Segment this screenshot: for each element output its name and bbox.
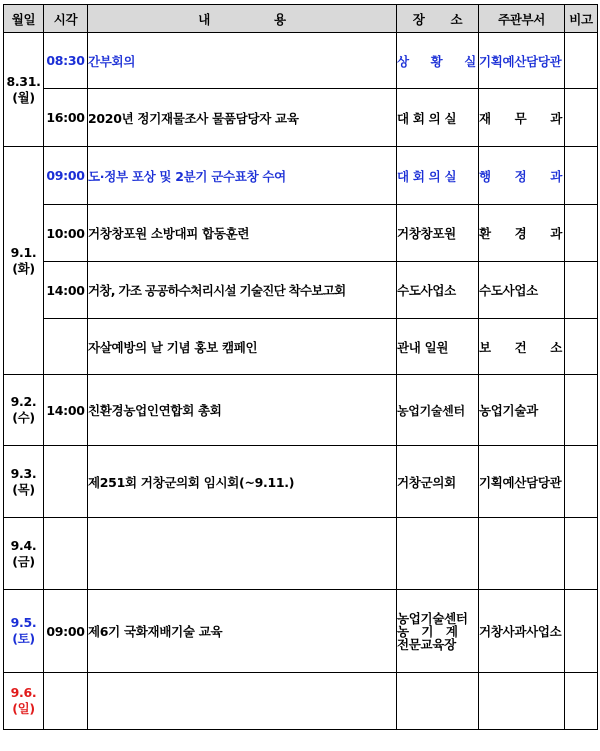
table-row [4, 89, 598, 147]
table-row [4, 673, 598, 730]
place-cell: 거창창포원 [397, 205, 479, 262]
date-cell [4, 147, 44, 375]
note-cell [565, 375, 598, 446]
date-weekday: (금) [12, 553, 35, 569]
dept-cell: 농업기술과 [479, 375, 565, 446]
dept-cell: 기획예산담당관 [479, 446, 565, 518]
place-cell: 대 회 의 실 [397, 147, 479, 205]
date-day: 9.5. [10, 615, 37, 630]
content-cell [88, 673, 397, 730]
content-cell: 거창창포원 소방대피 합동훈련 [88, 205, 397, 262]
note-cell [565, 205, 598, 262]
table-row [4, 205, 598, 262]
place-cell: 상 황 실 [397, 33, 479, 89]
dept-cell: 거창사과사업소 [479, 590, 565, 673]
date-weekday: (목) [12, 481, 35, 497]
dept-cell: 기획예산담당관 [479, 33, 565, 89]
place-cell: 대 회 의 실 [397, 89, 479, 147]
note-cell [565, 319, 598, 375]
content-cell: 도·정부 포상 및 2분기 군수표창 수여 [88, 147, 397, 205]
date-cell [4, 673, 44, 730]
table-row [4, 262, 598, 319]
note-cell [565, 673, 598, 730]
table-row [4, 590, 598, 673]
time-cell: 14:00 [44, 375, 88, 446]
content-cell: 거창, 가조 공공하수처리시설 기술진단 착수보고회 [88, 262, 397, 319]
note-cell [565, 147, 598, 205]
time-cell [44, 518, 88, 590]
table-row [4, 375, 598, 446]
place-line: 전문교육장 [397, 636, 456, 652]
time-cell [44, 446, 88, 518]
date-day: 9.2. [10, 394, 37, 409]
header-place-a: 장 [412, 11, 425, 27]
header-content-b: 용 [274, 11, 286, 27]
time-cell [44, 319, 88, 375]
table-row [4, 33, 598, 89]
note-cell [565, 33, 598, 89]
header-row [4, 5, 598, 33]
time-cell: 09:00 [44, 147, 88, 205]
content-cell: 자살예방의 날 기념 홍보 캠페인 [88, 319, 397, 375]
place-cell: 관내 일원 [397, 319, 479, 375]
content-cell: 제251회 거창군의회 임시회(~9.11.) [88, 446, 397, 518]
note-cell [565, 590, 598, 673]
date-weekday: (일) [12, 701, 35, 716]
table-row [4, 319, 598, 375]
place-cell: 거창군의회 [397, 446, 479, 518]
place-cell [397, 518, 479, 590]
time-cell: 14:00 [44, 262, 88, 319]
time-cell [44, 673, 88, 730]
dept-cell: 수도사업소 [479, 262, 565, 319]
time-cell: 16:00 [44, 89, 88, 147]
date-weekday: (수) [12, 410, 35, 425]
note-cell [565, 262, 598, 319]
table-row [4, 147, 598, 205]
dept-cell: 재 무 과 [479, 89, 565, 147]
header-dept: 주관부서 [479, 5, 565, 33]
place-line: 농 기 계 [397, 623, 462, 639]
time-cell: 09:00 [44, 590, 88, 673]
date-cell [4, 375, 44, 446]
date-day: 9.1. [10, 244, 37, 260]
table-row [4, 518, 598, 590]
header-content-a: 내 [198, 11, 210, 27]
date-cell [4, 33, 44, 147]
dept-cell: 행 정 과 [479, 147, 565, 205]
place-cell: 수도사업소 [397, 262, 479, 319]
note-cell [565, 446, 598, 518]
dept-cell: 환 경 과 [479, 205, 565, 262]
schedule-table [3, 4, 598, 730]
dept-cell: 보 건 소 [479, 319, 565, 375]
date-cell [4, 590, 44, 673]
date-day: 9.4. [10, 537, 37, 553]
content-cell: 2020년 정기재물조사 물품담당자 교육 [88, 89, 397, 147]
date-day: 9.3. [10, 465, 37, 481]
note-cell [565, 89, 598, 147]
place-cell [397, 590, 479, 673]
header-place-b: 소 [450, 11, 463, 27]
time-cell: 08:30 [44, 33, 88, 89]
date-weekday: (월) [12, 89, 35, 105]
place-line: 농업기술센터 [397, 610, 468, 626]
table-row [4, 446, 598, 518]
header-date: 월일 [4, 5, 44, 33]
content-cell [88, 518, 397, 590]
dept-cell [479, 673, 565, 730]
content-cell: 간부회의 [88, 33, 397, 89]
date-day: 9.6. [10, 685, 37, 700]
header-place [397, 5, 479, 33]
content-cell: 친환경농업인연합회 총회 [88, 375, 397, 446]
header-content [88, 5, 397, 33]
date-cell [4, 518, 44, 590]
content-cell: 제6기 국화재배기술 교육 [88, 590, 397, 673]
header-time: 시각 [44, 5, 88, 33]
header-note: 비고 [565, 5, 598, 33]
date-cell [4, 446, 44, 518]
place-cell: 농업기술센터 [397, 375, 479, 446]
date-weekday: (토) [12, 631, 35, 646]
place-cell [397, 673, 479, 730]
date-day: 8.31. [6, 73, 41, 89]
note-cell [565, 518, 598, 590]
dept-cell [479, 518, 565, 590]
time-cell: 10:00 [44, 205, 88, 262]
date-weekday: (화) [12, 260, 35, 276]
